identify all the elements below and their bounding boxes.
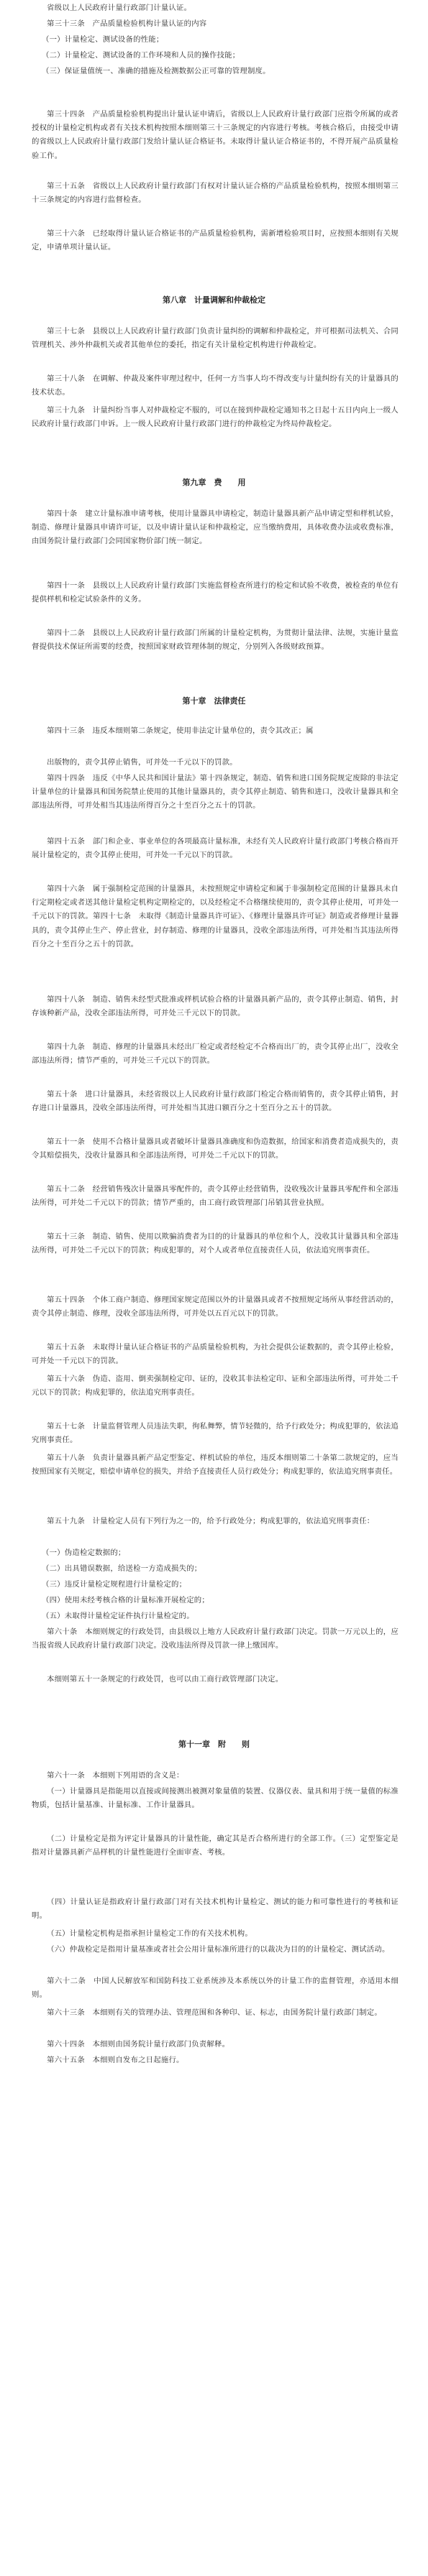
list-item: （一）计量检定、测试设备的性能；	[42, 35, 164, 44]
article-paragraph: 第五十条 进口计量器具，未经省级以上人民政府计量行政部门检定合格而销售的，责令其停止销售，封存进口计量器具，没收全部违法所得，可并处相当其进口额百分之十至百分之五十的罚款。	[32, 1090, 399, 1113]
article-paragraph: 第四十四条 违反《中华人民共和国计量法》第十四条规定，制造、销售和进口国务院规定废除的非法定计量单位的计量器具和国务院禁止使用的其他计量器具的，责令其停止制造、销售和进口，没收计量器具和全部违法所得，可并处相当其违法所得百分之十至百分之五十的罚款。	[32, 774, 399, 811]
article-paragraph: 第六十四条 本细则由国务院计量行政部门负责解释。	[47, 2040, 230, 2049]
list-item: （二）出具错误数据，给送检一方造成损失的；	[42, 1564, 202, 1573]
article-paragraph: 第五十三条 制造、销售、使用以欺骗消费者为目的的计量器具的单位和个人，没收其计量器具和全部违法所得，可并处二千元以下的罚款；构成犯罪的，对个人或者单位直接责任人员，依法追究刑事责任。	[32, 1232, 399, 1255]
article-paragraph: 第四十一条 县级以上人民政府计量行政部门实施监督检查所进行的检定和试验不收费，被检查的单位有提供样机和检定试验条件的义务。	[32, 581, 399, 604]
article-paragraph: （四）计量认证是指政府计量行政部门对有关技术机构计量检定、测试的能力和可靠性进行的考核和证明。	[32, 1898, 399, 1921]
article-paragraph: 第五十九条 计量检定人员有下列行为之一的，给予行政处分；构成犯罪的，依法追究刑事责任：	[47, 1517, 375, 1525]
article-paragraph: 第三十五条 省级以上人民政府计量行政部门有权对计量认证合格的产品质量检验机构，按照本细则第三十三条规定的内容进行监督检查。	[32, 182, 399, 205]
chapter-heading: 第十章 法律责任	[182, 696, 246, 706]
list-item: （三）违反计量检定规程进行计量检定的；	[42, 1580, 187, 1589]
article-paragraph: 第五十五条 未取得计量认证合格证书的产品质量检验机构，为社会提供公证数据的，责令其停止检验，可并处一千元以下的罚款。	[32, 1343, 399, 1366]
article-paragraph: 第四十二条 县级以上人民政府计量行政部门所属的计量检定机构，为贯彻计量法律、法规，实施计量监督提供技术保证所需要的经费，按照国家财政管理体制的规定，分别列入各级财政预算。	[32, 629, 399, 652]
article-paragraph: 出版物的，责令其停止销售，可并处一千元以下的罚款。	[47, 758, 237, 767]
article-paragraph: 第六十条 本细则规定的行政处罚，由县级以上地方人民政府计量行政部门决定。罚款一万元以上的，应当报省级人民政府计量行政部门决定。没收违法所得及罚款一律上缴国库。	[32, 1628, 399, 1651]
article-paragraph: （二）计量检定是指为评定计量器具的计量性能，确定其是否合格所进行的全部工作。（三）定型鉴定是指对计量器具新产品样机的计量性能进行全面审查、考核。	[32, 1834, 399, 1857]
list-item: （四）使用未经考核合格的计量标准开展检定的；	[42, 1596, 209, 1605]
list-item: （一）伪造检定数据的；	[42, 1548, 126, 1557]
article-paragraph: 第五十二条 经营销售残次计量器具零配件的，责令其停止经营销售，没收残次计量器具零配件和全部违法所得，可并处二千元以下的罚款；情节严重的，由工商行政管理部门吊销其营业执照。	[32, 1185, 399, 1208]
list-item: （五）未取得计量检定证件执行计量检定的。	[42, 1612, 194, 1620]
list-item: （三）保证量值统一、准确的措施及检测数据公正可靠的管理制度。	[42, 67, 270, 75]
article-paragraph: 第六十三条 本细则有关的管理办法、管理范围和各种印、证、标志，由国务院计量行政部门制定。	[47, 2008, 382, 2017]
article-paragraph: 第三十三条 产品质量检验机构计量认证的内容	[47, 19, 207, 28]
article-paragraph: 第三十四条 产品质量检验机构提出计量认证申请后，省级以上人民政府计量行政部门应指令所属的或者授权的计量检定机构或者有关技术机构按照本细则第三十三条规定的内容进行考核。考核合格后，由接受申请的省级以上人民政府计量行政部门发给计量认证合格证书。未取得计量认证合格证书的，不得开展产品质量检验工作。	[32, 110, 399, 160]
article-paragraph: 第五十七条 计量监督管理人员违法失职，徇私舞弊，情节轻微的，给予行政处分；构成犯罪的，依法追究刑事责任。	[32, 1422, 399, 1445]
article-paragraph: 第六十二条 中国人民解放军和国防科技工业系统涉及本系统以外的计量工作的监督管理，亦适用本细则。	[32, 1977, 399, 2000]
article-paragraph: （六）仲裁检定是指用计量基准或者社会公用计量标准所进行的以裁决为目的的计量检定、测试活动。	[47, 1945, 390, 1954]
article-paragraph: 第五十八条 负责计量器具新产品定型鉴定、样机试验的单位，违反本细则第二十条第二款规定的，应当按照国家有关规定，赔偿申请单位的损失，并给予直接责任人员行政处分；构成犯罪的，依法追究刑事责任。	[32, 1454, 399, 1477]
article-paragraph: 第三十八条 在调解、仲裁及案件审理过程中，任何一方当事人均不得改变与计量纠纷有关的计量器具的技术状态。	[32, 374, 399, 397]
article-paragraph: 第五十一条 使用不合格计量器具或者破坏计量器具准确度和伪造数据，给国家和消费者造成损失的，责令其赔偿损失，没收计量器具和全部违法所得，可并处二千元以下的罚款。	[32, 1137, 399, 1160]
article-paragraph: 第六十一条 本细则下列用语的含义是：	[47, 1771, 184, 1780]
article-paragraph: 第四十八条 制造、销售未经型式批准或样机试验合格的计量器具新产品的，责令其停止制造、销售，封存该种新产品，没收全部违法所得，可并处三千元以下的罚款。	[32, 995, 399, 1018]
article-paragraph: （五）计量检定机构是指承担计量检定工作的有关技术机构。	[47, 1929, 252, 1938]
article-paragraph: （一）计量器具是指能用以直接或间接测出被测对象量值的装置、仪器仪表、量具和用于统一量值的标准物质，包括计量基准、计量标准、工作计量器具。	[32, 1787, 399, 1810]
article-paragraph: 第三十七条 县级以上人民政府计量行政部门负责计量纠纷的调解和仲裁检定，并可根据司法机关、合同管理机关、涉外仲裁机关或者其他单位的委托，指定有关计量检定机构进行仲裁检定。	[32, 327, 399, 350]
list-item: （二）计量检定、测试设备的工作环境和人员的操作技能；	[42, 51, 240, 60]
article-paragraph: 第六十五条 本细则自发布之日起施行。	[47, 2056, 184, 2064]
chapter-heading: 第十一章 附 则	[178, 1740, 250, 1749]
article-paragraph: 第四十九条 制造、修理的计量器具未经出厂检定或者经检定不合格而出厂的，责令其停止出厂，没收全部违法所得；情节严重的，可并处三千元以下的罚款。	[32, 1043, 399, 1066]
article-paragraph: 第五十四条 个体工商户制造、修理国家规定范围以外的计量器具或者不按照规定场所从事经营活动的，责令其停止制造、修理，没收全部违法所得，可并处以五百元以下的罚款。	[32, 1296, 399, 1319]
article-paragraph: 第四十条 建立计量标准申请考核，使用计量器具申请检定，制造计量器具新产品申请定型和样机试验，制造、修理计量器具申请许可证，以及申请计量认证和仲裁检定，应当缴纳费用，具体收费办法或收费标准，由国务院计量行政部门会同国家物价部门统一制定。	[32, 509, 399, 546]
article-paragraph: 本细则第五十一条规定的行政处罚，也可以由工商行政管理部门决定。	[47, 1675, 283, 1684]
article-paragraph: 第三十六条 已经取得计量认证合格证书的产品质量检验机构，需新增检验项目时，应按照本细则有关规定，申请单项计量认证。	[32, 229, 399, 252]
article-paragraph: 第五十六条 伪造、盗用、倒卖强制检定印、证的，没收其非法检定印、证和全部违法所得，可并处二千元以下的罚款；构成犯罪的，依法追究刑事责任。	[32, 1375, 399, 1398]
article-paragraph: 第四十六条 属于强制检定范围的计量器具，未按照规定申请检定和属于非强制检定范围的计量器具未自行定期检定或者送其他计量检定机构定期检定的，以及经检定不合格继续使用的，责令其停止使用，可并处一千元以下的罚款。第四十七条 未取得《制造计量器具许可证》、《修理计量器具许可证》制造或者修理计量器具的，责令其停止生产、停止营业，封存制造、修理的计量器具，没收全部违法所得，可并处相当其违法所得百分之十至百分之五十的罚款。	[32, 885, 399, 948]
article-paragraph: 第三十九条 计量纠纷当事人对仲裁检定不服的，可以在接到仲裁检定通知书之日起十五日内向上一级人民政府计量行政部门申诉。上一级人民政府计量行政部门进行的仲裁检定为终局仲裁检定。	[32, 406, 399, 429]
chapter-heading: 第八章 计量调解和仲裁检定	[163, 295, 265, 305]
article-paragraph: 省级以上人民政府计量行政部门计量认证。	[47, 4, 192, 12]
article-paragraph: 第四十三条 违反本细则第二条规定，使用非法定计量单位的，责令其改正；属	[47, 726, 314, 735]
article-paragraph: 第四十五条 部门和企业、事业单位的各项最高计量标准，未经有关人民政府计量行政部门考核合格而开展计量检定的，责令其停止使用，可并处一千元以下的罚款。	[32, 837, 399, 860]
chapter-heading: 第九章 费 用	[182, 478, 246, 487]
